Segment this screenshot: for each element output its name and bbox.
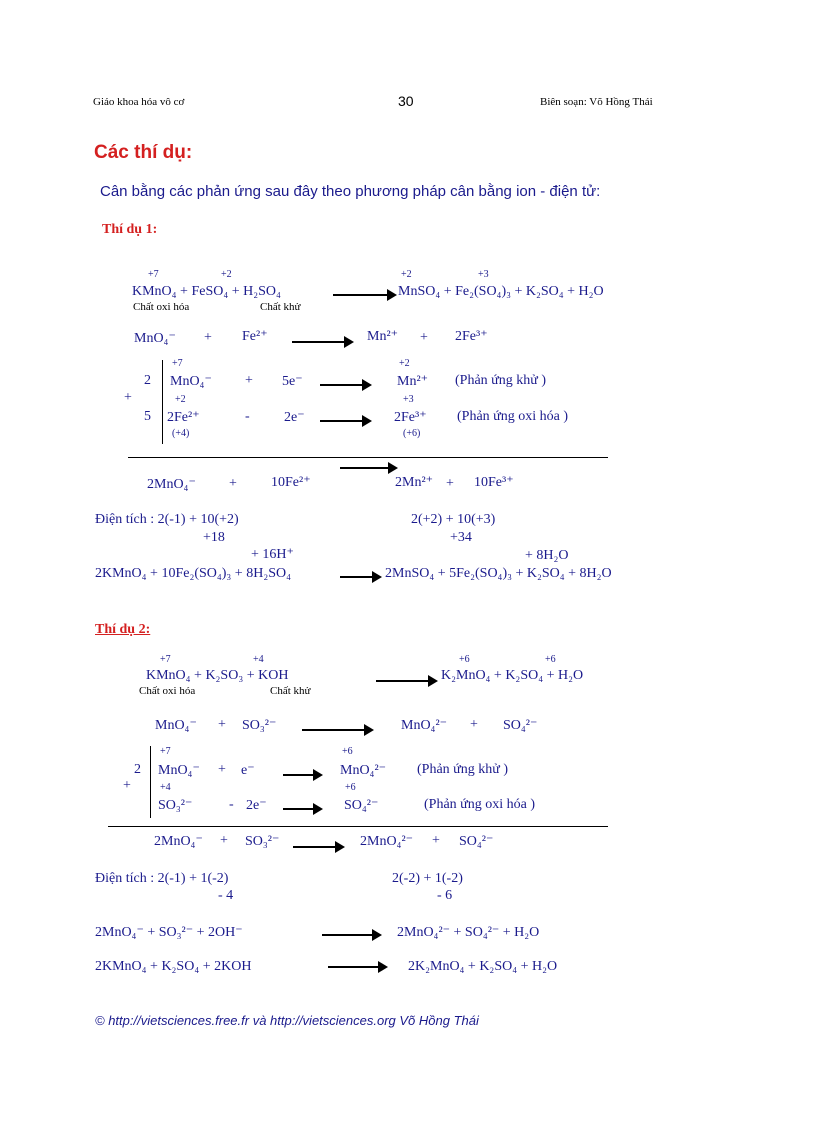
section-title: Các thí dụ: <box>94 142 193 163</box>
ex1-net-arrow <box>340 467 396 469</box>
ex2-h1-ox: +7 <box>160 746 171 757</box>
ex1-net-d: 10Fe³⁺ <box>474 475 514 490</box>
ex1-title: Thí dụ 1: <box>102 222 158 237</box>
ex1-ionic-arrow <box>292 341 352 343</box>
ex2-h2-sign: - <box>229 797 234 812</box>
ex2-h1-product: MnO₄²⁻ <box>340 763 387 778</box>
ex1-h1-product: Mn²⁺ <box>397 374 429 389</box>
ex2-ox-kmno4: +7 <box>160 654 171 665</box>
ex1-ionic-a: MnO₄⁻ <box>134 331 176 346</box>
ex1-h1-species: MnO₄⁻ <box>170 374 212 389</box>
ex2-charge-right: 2(-2) + 1(-2) <box>392 871 463 886</box>
ex2-ionic-plus2: + <box>470 717 478 732</box>
page-number: 30 <box>398 93 414 109</box>
ex1-add-right: + 8H₂O <box>525 548 569 563</box>
ex2-h2-arrow <box>283 808 321 810</box>
ex2-h2-note: (Phản ứng oxi hóa ) <box>424 797 536 812</box>
ex1-ionic-b: Fe²⁺ <box>242 329 268 344</box>
ex1-final-arrow <box>340 576 380 578</box>
ex2-charge-right-total: - 6 <box>437 888 453 903</box>
ex1-h2-species: 2Fe²⁺ <box>167 410 200 425</box>
ex1-h2-coef: 5 <box>144 409 151 424</box>
ex2-net-c: 2MnO₄²⁻ <box>360 834 414 849</box>
ex1-ionic-d: 2Fe³⁺ <box>455 329 488 344</box>
ex2-ionic-plus: + <box>218 717 226 732</box>
ex1-net-plus: + <box>229 476 237 491</box>
ex2-final-arrow <box>328 966 386 968</box>
ex1-h2-product: 2Fe³⁺ <box>394 410 427 425</box>
ex1-charge-right-total: +34 <box>450 530 472 545</box>
ex2-ox-k2so4: +6 <box>545 654 556 665</box>
ex2-label-oxidant: Chất oxi hóa <box>139 685 196 697</box>
ex1-h1-arrow <box>320 384 370 386</box>
ex1-h2-note: (Phản ứng oxi hóa ) <box>457 409 569 424</box>
ex1-label-oxidant: Chất oxi hóa <box>133 301 190 313</box>
ex2-sum-line <box>108 826 608 827</box>
ex2-ionic-eq-reactants: 2MnO₄⁻ + SO₃²⁻ + 2OH⁻ <box>95 925 243 940</box>
ex1-net-c: 2Mn²⁺ <box>395 475 434 490</box>
ex1-main-products: MnSO₄ + Fe₂(SO₄)₃ + K₂SO₄ + H₂O <box>398 284 604 299</box>
ex1-h1-coef: 2 <box>144 373 151 388</box>
ex2-h1-arrow <box>283 774 321 776</box>
ex2-h1-ox2: +6 <box>342 746 353 757</box>
ex2-charge-label: Điện tích : 2(-1) + 1(-2) <box>95 871 229 886</box>
ex1-ox-fe2so43: +3 <box>478 269 489 280</box>
ex2-h2-species: SO₃²⁻ <box>158 798 193 813</box>
ex1-ox-kmno4: +7 <box>148 269 159 280</box>
ex2-net-plus2: + <box>432 833 440 848</box>
ex2-ionic-b: SO₃²⁻ <box>242 718 277 733</box>
ex1-h2-charge-right: (+6) <box>403 428 421 439</box>
ex1-ionic-c: Mn²⁺ <box>367 329 399 344</box>
ex2-ionic-a: MnO₄⁻ <box>155 718 197 733</box>
ex2-ox-k2mno4: +6 <box>459 654 470 665</box>
ex2-ionic-arrow <box>302 729 372 731</box>
ex2-net-plus: + <box>220 833 228 848</box>
ex1-h2-ox2: +3 <box>403 394 414 405</box>
ex1-label-reductant: Chất khử <box>260 301 301 313</box>
ex1-charge-label: Điện tích : 2(-1) + 10(+2) <box>95 512 239 527</box>
ex2-charge-left-total: - 4 <box>218 888 234 903</box>
ex1-sum-sign: + <box>124 390 132 405</box>
ex1-ionic-plus2: + <box>420 330 428 345</box>
ex2-h2-product: SO₄²⁻ <box>344 798 379 813</box>
ex1-main-reactants: KMnO₄ + FeSO₄ + H₂SO₄ <box>132 284 281 299</box>
ex2-net-d: SO₄²⁻ <box>459 834 494 849</box>
ex1-h1-sign: + <box>245 373 253 388</box>
ex1-h2-arrow <box>320 420 370 422</box>
ex2-bracket <box>150 746 151 818</box>
ex1-net-a: 2MnO₄⁻ <box>147 477 196 492</box>
ex2-h1-species: MnO₄⁻ <box>158 763 200 778</box>
ex1-ox-mnso4: +2 <box>401 269 412 280</box>
ex2-h1-note: (Phản ứng khử ) <box>417 762 508 777</box>
ex2-ionic-eq-products: 2MnO₄²⁻ + SO₄²⁻ + H₂O <box>397 925 540 940</box>
ex2-ionic-c: MnO₄²⁻ <box>401 718 448 733</box>
ex2-sum-sign: + <box>123 778 131 793</box>
ex1-net-b: 10Fe²⁺ <box>271 475 311 490</box>
ex1-h2-charge-left: (+4) <box>172 428 190 439</box>
ex2-h2-ox2: +6 <box>345 782 356 793</box>
ex2-h1-sign: + <box>218 762 226 777</box>
ex2-main-products: K₂MnO₄ + K₂SO₄ + H₂O <box>441 668 584 683</box>
ex2-title: Thí dụ 2: <box>95 622 151 637</box>
ex1-h2-electrons: 2e⁻ <box>284 410 305 425</box>
ex2-net-arrow <box>293 846 343 848</box>
ex2-main-arrow <box>376 680 436 682</box>
ex1-charge-left-total: +18 <box>203 530 225 545</box>
ex2-ox-k2so3: +4 <box>253 654 264 665</box>
ex2-h1-coef: 2 <box>134 762 141 777</box>
ex2-ionic-eq-arrow <box>322 934 380 936</box>
ex2-net-a: 2MnO₄⁻ <box>154 834 203 849</box>
intro-text: Cân bằng các phản ứng sau đây theo phương pháp cân bằng ion - điện tử: <box>100 183 601 200</box>
footer-credit: © http://vietsciences.free.fr và http://vietsciences.org Võ Hồng Thái <box>95 1013 479 1028</box>
ex1-ionic-plus: + <box>204 330 212 345</box>
header-right: Biên soạn: Võ Hồng Thái <box>540 96 653 108</box>
ex2-final-products: 2K₂MnO₄ + K₂SO₄ + H₂O <box>408 959 558 974</box>
ex2-ionic-d: SO₄²⁻ <box>503 718 538 733</box>
ex1-bracket <box>162 360 163 444</box>
ex1-h2-sign: - <box>245 409 250 424</box>
ex1-ox-feso4: +2 <box>221 269 232 280</box>
ex2-h2-electrons: 2e⁻ <box>246 798 267 813</box>
ex2-h1-electrons: e⁻ <box>241 763 255 778</box>
ex2-h2-ox: +4 <box>160 782 171 793</box>
ex1-h1-ox: +7 <box>172 358 183 369</box>
ex1-final-reactants: 2KMnO₄ + 10Fe₂(SO₄)₃ + 8H₂SO₄ <box>95 566 291 581</box>
ex1-h1-electrons: 5e⁻ <box>282 374 303 389</box>
ex1-h1-ox2: +2 <box>399 358 410 369</box>
ex1-final-products: 2MnSO₄ + 5Fe₂(SO₄)₃ + K₂SO₄ + 8H₂O <box>385 566 612 581</box>
ex2-label-reductant: Chất khử <box>270 685 311 697</box>
ex1-net-plus2: + <box>446 476 454 491</box>
ex1-main-arrow <box>333 294 395 296</box>
ex2-net-b: SO₃²⁻ <box>245 834 280 849</box>
ex2-main-reactants: KMnO₄ + K₂SO₃ + KOH <box>146 668 289 683</box>
ex1-sum-line <box>128 457 608 458</box>
ex1-add-left: + 16H⁺ <box>251 547 294 562</box>
ex2-final-reactants: 2KMnO₄ + K₂SO₄ + 2KOH <box>95 959 252 974</box>
ex1-h2-ox: +2 <box>175 394 186 405</box>
ex1-charge-right: 2(+2) + 10(+3) <box>411 512 496 527</box>
ex1-h1-note: (Phản ứng khử ) <box>455 373 546 388</box>
header-left: Giáo khoa hóa vô cơ <box>93 96 185 108</box>
